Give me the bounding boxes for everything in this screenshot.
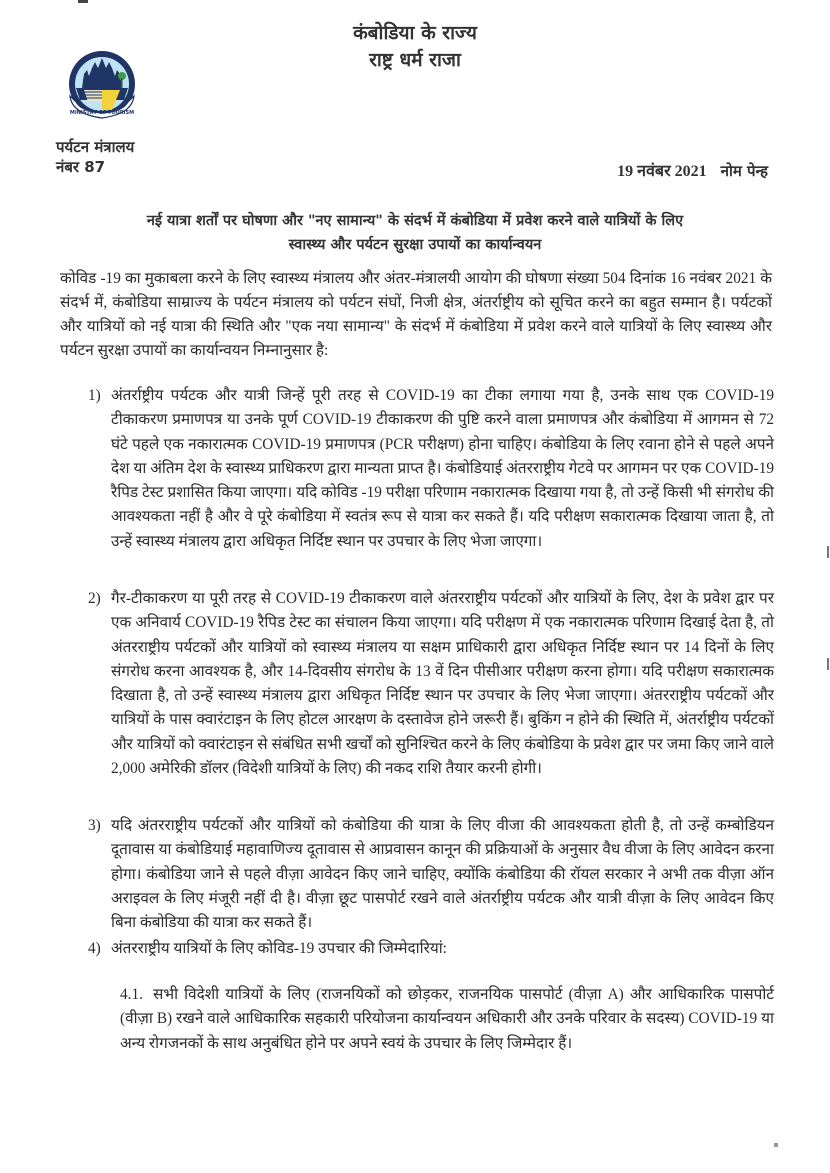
list-item bbox=[88, 587, 774, 781]
title-line-1: नई यात्रा शर्तों पर घोषणा और "नए सामान्य" के संदर्भ में कंबोडिया में प्रवेश करने वाले यात्रियों के लिए bbox=[146, 213, 684, 229]
list-item bbox=[88, 937, 774, 961]
issue-city: नोम पेन्ह bbox=[720, 162, 768, 180]
list-item-number: 3) bbox=[88, 817, 101, 834]
title-line-2: स्वास्थ्य और पर्यटन सुरक्षा उपायों का कार्यान्वयन bbox=[288, 237, 542, 253]
sub-list-item-text: सभी विदेशी यात्रियों के लिए (राजनयिकों को छोड़कर, राजनयिक पासपोर्ट (वीज़ा A) और आधिकारिक पासपोर्ट (वीज़ा B) रखने वाले आधिकारिक सहकारी परियोजना कार्यान्वयन अधिकारी और उनके परिवार के सदस्य) COVID-19 या अन्य रोगजनकों के साथ अनुबंधित होने पर अपने स्वयं के उपचार के लिए जिम्मेदार हैं। bbox=[120, 986, 774, 1052]
scan-speck bbox=[774, 1143, 778, 1147]
issue-date: 19 नवंबर 2021 bbox=[617, 163, 707, 180]
reference-number: नंबर 87 bbox=[56, 158, 106, 176]
sub-list-item bbox=[120, 983, 774, 1056]
list-item-number: 2) bbox=[88, 590, 101, 607]
ministry-name: पर्यटन मंत्रालय bbox=[56, 138, 135, 156]
list-item-number: 1) bbox=[88, 387, 101, 404]
sub-list-item-number: 4.1. bbox=[120, 986, 143, 1003]
intro-paragraph: कोविड -19 का मुकाबला करने के लिए स्वास्थ्य मंत्रालय और अंतर-मंत्रालयी आयोग की घोषणा संख्या 504 दिनांक 16 नवंबर 2021 के संदर्भ में, कंबोडिया साम्राज्य के पर्यटन मंत्रालय को पर्यटन संघों, निजी क्षेत्र, अंतर्राष्ट्रीय को सूचित करने का बहुत सम्मान है। पर्यटकों और यात्रियों को नई यात्रा की स्थिति और "एक नया सामान्य" के संदर्भ में कंबोडिया में प्रवेश करने वाले यात्रियों के लिए स्वास्थ्य और पर्यटन सुरक्षा उपायों का कार्यान्वयन निम्नानुसार है: bbox=[60, 270, 772, 359]
national-motto: राष्ट्र धर्म राजा bbox=[369, 49, 461, 71]
scan-artifact-mark bbox=[78, 0, 88, 3]
list-item-text: यदि अंतरराष्ट्रीय पर्यटकों और यात्रियों को कंबोडिया की यात्रा के लिए वीजा की आवश्यकता होती है, तो उन्हें कम्बोडियन दूतावास या कंबोडियाई महावाणिज्य दूतावास से आप्रवासन कानून की प्रक्रियाओं के अनुसार वैध वीजा के लिए आवेदन करना होगा। कंबोडिया जाने से पहले वीज़ा आवेदन किए जाने चाहिए, क्योंकि कंबोडिया की रॉयल सरकार ने अभी तक वीज़ा ऑन अराइवल के लिए मंजूरी नहीं दी है। वीज़ा छूट पासपोर्ट रखने वाले अंतर्राष्ट्रीय पर्यटक और यात्री वीज़ा के लिए आवेदन किए बिना कंबोडिया की यात्रा कर सकते हैं। bbox=[111, 817, 774, 932]
seal-text: MINISTRY OF TOURISM bbox=[69, 110, 135, 116]
dateline bbox=[617, 159, 768, 181]
list-item bbox=[88, 814, 774, 935]
kingdom-name: कंबोडिया के राज्य bbox=[353, 22, 477, 44]
scan-margin-mark bbox=[827, 658, 829, 670]
list-item bbox=[88, 384, 774, 554]
list-item-text: अंतरराष्ट्रीय यात्रियों के लिए कोविड-19 उपचार की जिम्मेदारियां: bbox=[111, 940, 447, 957]
list-item-text: गैर-टीकाकरण या पूरी तरह से COVID-19 टीकाकरण वाले अंतरराष्ट्रीय पर्यटकों और यात्रियों के लिए, देश के प्रवेश द्वार पर एक अनिवार्य COVID-19 रैपिड टेस्ट का संचालन किया जाएगा। यदि परीक्षण में एक नकारात्मक परिणाम दिखाई देता है, तो अंतरराष्ट्रीय पर्यटकों और यात्रियों को स्वास्थ्य मंत्रालय या सक्षम प्राधिकारी द्वारा अधिकृत निर्दिष्ट स्थान पर 14 दिनों के लिए संगरोध करना आवश्यक है, और 14-दिवसीय संगरोध के 13 वें दिन पीसीआर परीक्षण करना होगा। यदि परीक्षण सकारात्मक दिखाता है, तो उन्हें स्वास्थ्य मंत्रालय द्वारा अधिकृत निर्दिष्ट स्थान पर उपचार के लिए भेजा जाएगा। अंतरराष्ट्रीय पर्यटकों और यात्रियों के पास क्वारंटाइन के लिए होटल आरक्षण के दस्तावेज होने जरूरी हैं। बुकिंग न होने की स्थिति में, अंतर्राष्ट्रीय पर्यटकों और यात्रियों को क्वारंटाइन से संबंधित सभी खर्चों को सुनिश्चित करने के लिए कंबोडिया के प्रवेश द्वार पर जमा किए जाने वाले 2,000 अमेरिकी डॉलर (विदेशी यात्रियों के लिए) की नकद राशि तैयार करनी होगी। bbox=[111, 590, 774, 778]
ministry-of-tourism-seal-icon bbox=[62, 48, 142, 124]
list-item-number: 4) bbox=[88, 940, 101, 957]
list-item-text: अंतर्राष्ट्रीय पर्यटक और यात्री जिन्हें पूरी तरह से COVID-19 का टीका लगाया गया है, उनके साथ एक COVID-19 टीकाकरण प्रमाणपत्र या उनके पूर्ण COVID-19 टीकाकरण की पुष्टि करने वाला प्रमाणपत्र और कंबोडिया में आगमन से 72 घंटे पहले एक नकारात्मक COVID-19 प्रमाणपत्र (PCR परीक्षण) होना चाहिए। कंबोडिया के लिए रवाना होने से पहले अपने देश या अंतिम देश के स्वास्थ्य प्राधिकरण द्वारा मान्यता प्राप्त है। कंबोडियाई अंतरराष्ट्रीय गेटवे पर आगमन पर एक COVID-19 रैपिड टेस्ट प्रशासित किया जाएगा। यदि कोविड -19 परीक्षा परिणाम नकारात्मक दिखाया गया है, तो उन्हें किसी भी संगरोध की आवश्यकता नहीं है और वे पूरे कंबोडिया में स्वतंत्र रूप से यात्रा कर सकते हैं। यदि परीक्षण सकारात्मक दिखाया जाता है, तो उन्हें स्वास्थ्य मंत्रालय द्वारा अधिकृत निर्दिष्ट स्थान पर उपचार के लिए भेजा जाएगा। bbox=[111, 387, 774, 550]
scan-margin-mark bbox=[827, 546, 829, 558]
document-title bbox=[60, 209, 770, 257]
issuing-office bbox=[56, 137, 134, 177]
